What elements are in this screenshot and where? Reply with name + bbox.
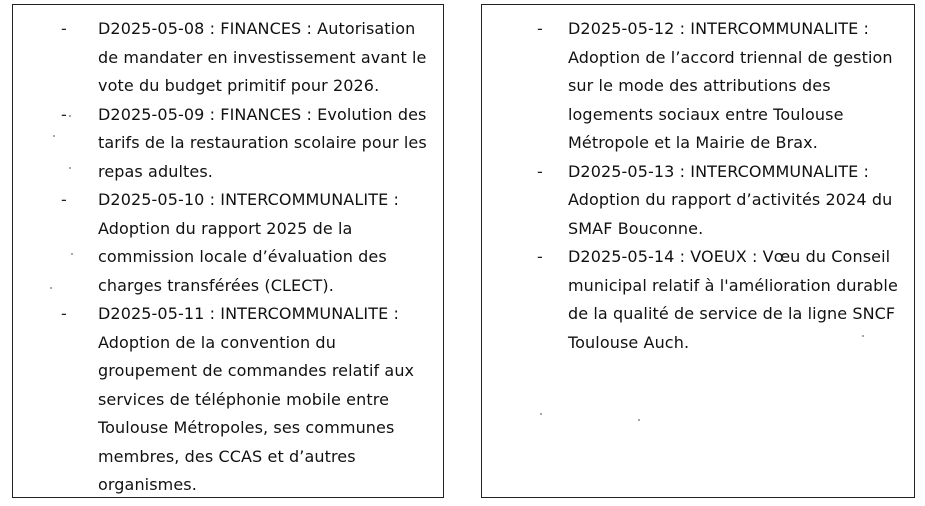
bullet-dash: - [61,304,67,323]
list-item [482,243,916,357]
scan-speck [638,419,640,421]
bullet-dash: - [537,19,543,38]
scan-speck [540,413,542,415]
left-deliberation-list [13,15,445,500]
scan-speck [50,287,52,289]
list-item [482,158,916,244]
list-item [13,300,445,500]
list-item [482,15,916,158]
deliberation-text: D2025-05-14 : VOEUX : Vœu du Conseil municipal relatif à l'amélioration durable de la qualité de service de la ligne SNCF Toulouse Auch. [568,247,898,352]
bullet-dash: - [61,190,67,209]
scan-speck [53,135,55,137]
deliberation-text: D2025-05-08 : FINANCES : Autorisation de mandater en investissement avant le vote du budget primitif pour 2026. [98,19,427,95]
deliberation-text: D2025-05-12 : INTERCOMMUNALITE : Adoption de l’accord triennal de gestion sur le mode des attributions des logements sociaux entre Toulouse Métropole et la Mairie de Brax. [568,19,893,152]
right-deliberation-list [482,15,916,357]
deliberation-text: D2025-05-11 : INTERCOMMUNALITE : Adoption de la convention du groupement de commandes relatif aux services de téléphonie mobile entre Toulouse Métropoles, ses communes membres, des CCAS et d’autres organismes. [98,304,415,494]
scan-speck [69,115,71,117]
scan-speck [71,253,73,255]
deliberation-text: D2025-05-09 : FINANCES : Evolution des tarifs de la restauration scolaire pour les repas adultes. [98,104,427,181]
bullet-dash: - [537,247,543,266]
bullet-dash: - [61,104,67,124]
deliberation-text: D2025-05-10 : INTERCOMMUNALITE : Adoption du rapport 2025 de la commission locale d’évaluation des charges transférées (CLECT). [98,190,399,295]
deliberation-text: D2025-05-13 : INTERCOMMUNALITE : Adoption du rapport d’activités 2024 du SMAF Bouconne. [568,161,893,238]
left-column-box [12,4,444,498]
scan-speck [69,167,71,169]
list-item [13,101,445,187]
list-item [13,186,445,300]
bullet-dash: - [61,19,67,38]
scan-speck [862,335,864,337]
bullet-dash: - [537,161,543,181]
list-item [13,15,445,101]
right-column-box [481,4,915,498]
